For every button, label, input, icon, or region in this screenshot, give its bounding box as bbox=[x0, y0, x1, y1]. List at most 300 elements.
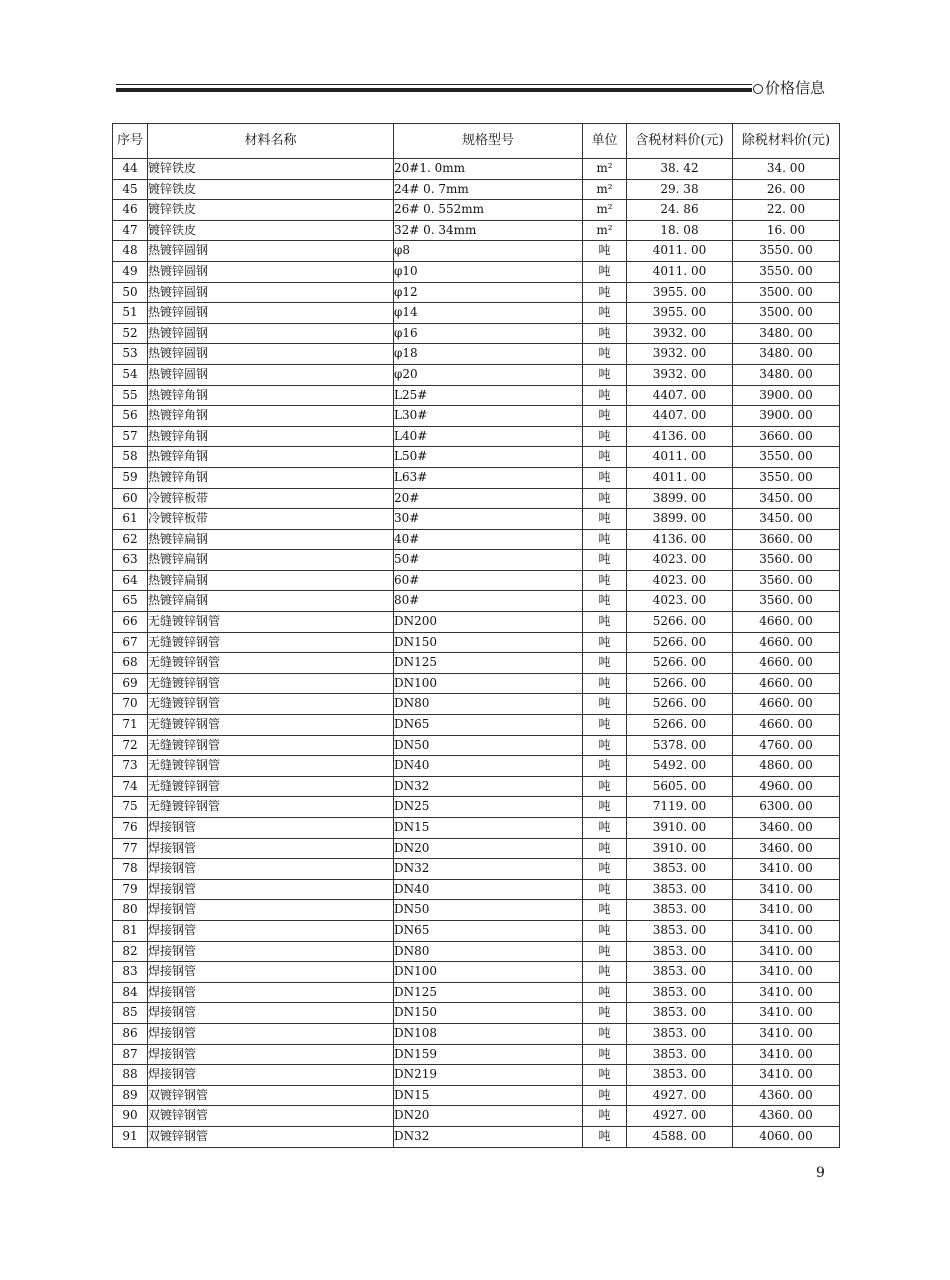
row-index: 65 bbox=[113, 591, 148, 612]
row-index: 75 bbox=[113, 797, 148, 818]
price-with-tax: 3910. 00 bbox=[627, 818, 733, 839]
row-index: 80 bbox=[113, 900, 148, 921]
row-index: 71 bbox=[113, 715, 148, 736]
price-with-tax: 29. 38 bbox=[627, 179, 733, 200]
material-name: 热镀锌圆钢 bbox=[148, 282, 394, 303]
table-row bbox=[113, 509, 840, 530]
spec-model: L25# bbox=[394, 385, 583, 406]
unit: 吨 bbox=[583, 570, 627, 591]
unit: 吨 bbox=[583, 694, 627, 715]
unit: 吨 bbox=[583, 406, 627, 427]
price-with-tax: 3899. 00 bbox=[627, 509, 733, 530]
price-with-tax: 4136. 00 bbox=[627, 426, 733, 447]
price-without-tax: 6300. 00 bbox=[733, 797, 840, 818]
price-without-tax: 34. 00 bbox=[733, 159, 840, 180]
row-index: 55 bbox=[113, 385, 148, 406]
unit: 吨 bbox=[583, 1065, 627, 1086]
row-index: 82 bbox=[113, 941, 148, 962]
price-without-tax: 3460. 00 bbox=[733, 818, 840, 839]
material-name: 焊接钢管 bbox=[148, 941, 394, 962]
table-row bbox=[113, 550, 840, 571]
row-index: 84 bbox=[113, 982, 148, 1003]
row-index: 61 bbox=[113, 509, 148, 530]
unit: 吨 bbox=[583, 241, 627, 262]
row-index: 83 bbox=[113, 962, 148, 983]
unit: 吨 bbox=[583, 920, 627, 941]
table-row bbox=[113, 591, 840, 612]
row-index: 70 bbox=[113, 694, 148, 715]
table-row bbox=[113, 385, 840, 406]
unit: 吨 bbox=[583, 529, 627, 550]
price-with-tax: 4407. 00 bbox=[627, 406, 733, 427]
material-name: 焊接钢管 bbox=[148, 1023, 394, 1044]
price-without-tax: 3410. 00 bbox=[733, 941, 840, 962]
table-row bbox=[113, 715, 840, 736]
row-index: 60 bbox=[113, 488, 148, 509]
table-row bbox=[113, 159, 840, 180]
price-without-tax: 3900. 00 bbox=[733, 385, 840, 406]
material-name: 无缝镀锌钢管 bbox=[148, 797, 394, 818]
unit: m² bbox=[583, 159, 627, 180]
table-row bbox=[113, 282, 840, 303]
material-name: 镀锌铁皮 bbox=[148, 200, 394, 221]
price-without-tax: 4860. 00 bbox=[733, 756, 840, 777]
price-without-tax: 3550. 00 bbox=[733, 467, 840, 488]
material-name: 焊接钢管 bbox=[148, 900, 394, 921]
material-name: 热镀锌扁钢 bbox=[148, 591, 394, 612]
unit: 吨 bbox=[583, 426, 627, 447]
spec-model: 24# 0. 7mm bbox=[394, 179, 583, 200]
price-without-tax: 3410. 00 bbox=[733, 1003, 840, 1024]
table-row bbox=[113, 612, 840, 633]
spec-model: φ10 bbox=[394, 261, 583, 282]
row-index: 62 bbox=[113, 529, 148, 550]
material-name: 无缝镀锌钢管 bbox=[148, 653, 394, 674]
price-with-tax: 4588. 00 bbox=[627, 1126, 733, 1147]
material-name: 热镀锌圆钢 bbox=[148, 323, 394, 344]
unit: m² bbox=[583, 220, 627, 241]
row-index: 87 bbox=[113, 1044, 148, 1065]
column-header-index: 序号 bbox=[113, 124, 148, 159]
unit: 吨 bbox=[583, 1126, 627, 1147]
price-without-tax: 3410. 00 bbox=[733, 962, 840, 983]
material-name: 无缝镀锌钢管 bbox=[148, 756, 394, 777]
material-name: 焊接钢管 bbox=[148, 982, 394, 1003]
row-index: 77 bbox=[113, 838, 148, 859]
material-name: 焊接钢管 bbox=[148, 859, 394, 880]
material-name: 热镀锌扁钢 bbox=[148, 529, 394, 550]
unit: 吨 bbox=[583, 591, 627, 612]
table-row bbox=[113, 1044, 840, 1065]
table-row bbox=[113, 488, 840, 509]
spec-model: DN50 bbox=[394, 900, 583, 921]
row-index: 57 bbox=[113, 426, 148, 447]
price-with-tax: 4023. 00 bbox=[627, 570, 733, 591]
spec-model: L50# bbox=[394, 447, 583, 468]
price-without-tax: 3550. 00 bbox=[733, 447, 840, 468]
unit: 吨 bbox=[583, 467, 627, 488]
header-rule-thick bbox=[116, 88, 752, 92]
spec-model: 50# bbox=[394, 550, 583, 571]
material-name: 无缝镀锌钢管 bbox=[148, 776, 394, 797]
unit: 吨 bbox=[583, 261, 627, 282]
price-with-tax: 5492. 00 bbox=[627, 756, 733, 777]
spec-model: φ18 bbox=[394, 344, 583, 365]
row-index: 63 bbox=[113, 550, 148, 571]
material-name: 焊接钢管 bbox=[148, 920, 394, 941]
price-with-tax: 5266. 00 bbox=[627, 673, 733, 694]
spec-model: DN40 bbox=[394, 879, 583, 900]
row-index: 91 bbox=[113, 1126, 148, 1147]
row-index: 44 bbox=[113, 159, 148, 180]
table-row bbox=[113, 694, 840, 715]
row-index: 48 bbox=[113, 241, 148, 262]
price-without-tax: 3460. 00 bbox=[733, 838, 840, 859]
price-without-tax: 3480. 00 bbox=[733, 364, 840, 385]
unit: 吨 bbox=[583, 879, 627, 900]
spec-model: 32# 0. 34mm bbox=[394, 220, 583, 241]
price-with-tax: 3910. 00 bbox=[627, 838, 733, 859]
unit: 吨 bbox=[583, 797, 627, 818]
material-name: 无缝镀锌钢管 bbox=[148, 632, 394, 653]
table-row bbox=[113, 261, 840, 282]
material-name: 热镀锌圆钢 bbox=[148, 303, 394, 324]
price-without-tax: 4760. 00 bbox=[733, 735, 840, 756]
column-header-price-with-tax: 含税材料价(元) bbox=[627, 124, 733, 159]
unit: 吨 bbox=[583, 612, 627, 633]
price-without-tax: 16. 00 bbox=[733, 220, 840, 241]
table-row bbox=[113, 467, 840, 488]
material-name: 镀锌铁皮 bbox=[148, 220, 394, 241]
row-index: 73 bbox=[113, 756, 148, 777]
row-index: 56 bbox=[113, 406, 148, 427]
table-row bbox=[113, 426, 840, 447]
section-title: 价格信息 bbox=[765, 79, 826, 97]
table-row bbox=[113, 344, 840, 365]
unit: 吨 bbox=[583, 859, 627, 880]
price-without-tax: 3410. 00 bbox=[733, 859, 840, 880]
table-row bbox=[113, 447, 840, 468]
table-row bbox=[113, 364, 840, 385]
price-with-tax: 3853. 00 bbox=[627, 1023, 733, 1044]
table-row bbox=[113, 900, 840, 921]
spec-model: 20# bbox=[394, 488, 583, 509]
spec-model: 20#1. 0mm bbox=[394, 159, 583, 180]
material-name: 镀锌铁皮 bbox=[148, 179, 394, 200]
material-name: 热镀锌圆钢 bbox=[148, 364, 394, 385]
price-with-tax: 5266. 00 bbox=[627, 612, 733, 633]
price-with-tax: 5266. 00 bbox=[627, 632, 733, 653]
material-name: 镀锌铁皮 bbox=[148, 159, 394, 180]
price-without-tax: 3410. 00 bbox=[733, 920, 840, 941]
price-without-tax: 3410. 00 bbox=[733, 1044, 840, 1065]
column-header-unit: 单位 bbox=[583, 124, 627, 159]
row-index: 90 bbox=[113, 1106, 148, 1127]
price-with-tax: 3955. 00 bbox=[627, 282, 733, 303]
spec-model: φ14 bbox=[394, 303, 583, 324]
row-index: 68 bbox=[113, 653, 148, 674]
price-without-tax: 4660. 00 bbox=[733, 694, 840, 715]
unit: 吨 bbox=[583, 941, 627, 962]
price-without-tax: 4060. 00 bbox=[733, 1126, 840, 1147]
price-with-tax: 3853. 00 bbox=[627, 982, 733, 1003]
material-name: 焊接钢管 bbox=[148, 962, 394, 983]
price-with-tax: 3853. 00 bbox=[627, 920, 733, 941]
price-without-tax: 4660. 00 bbox=[733, 715, 840, 736]
table-row bbox=[113, 200, 840, 221]
spec-model: 30# bbox=[394, 509, 583, 530]
price-with-tax: 4023. 00 bbox=[627, 550, 733, 571]
price-without-tax: 3410. 00 bbox=[733, 1065, 840, 1086]
price-with-tax: 3853. 00 bbox=[627, 859, 733, 880]
price-with-tax: 3899. 00 bbox=[627, 488, 733, 509]
unit: 吨 bbox=[583, 653, 627, 674]
price-without-tax: 3550. 00 bbox=[733, 241, 840, 262]
spec-model: DN219 bbox=[394, 1065, 583, 1086]
price-with-tax: 4011. 00 bbox=[627, 241, 733, 262]
material-name: 无缝镀锌钢管 bbox=[148, 715, 394, 736]
price-with-tax: 4011. 00 bbox=[627, 447, 733, 468]
unit: 吨 bbox=[583, 962, 627, 983]
table-row bbox=[113, 797, 840, 818]
table-row bbox=[113, 1106, 840, 1127]
material-name: 无缝镀锌钢管 bbox=[148, 694, 394, 715]
spec-model: DN15 bbox=[394, 818, 583, 839]
price-with-tax: 5605. 00 bbox=[627, 776, 733, 797]
table-row bbox=[113, 653, 840, 674]
price-without-tax: 3660. 00 bbox=[733, 529, 840, 550]
circle-icon bbox=[753, 84, 763, 94]
row-index: 74 bbox=[113, 776, 148, 797]
spec-model: DN159 bbox=[394, 1044, 583, 1065]
table-row bbox=[113, 941, 840, 962]
price-without-tax: 3410. 00 bbox=[733, 879, 840, 900]
price-with-tax: 3853. 00 bbox=[627, 1065, 733, 1086]
material-name: 双镀锌钢管 bbox=[148, 1085, 394, 1106]
spec-model: L30# bbox=[394, 406, 583, 427]
row-index: 72 bbox=[113, 735, 148, 756]
price-without-tax: 3450. 00 bbox=[733, 509, 840, 530]
spec-model: DN65 bbox=[394, 920, 583, 941]
price-without-tax: 4360. 00 bbox=[733, 1085, 840, 1106]
material-name: 冷镀锌板带 bbox=[148, 488, 394, 509]
material-name: 热镀锌角钢 bbox=[148, 385, 394, 406]
table-header-row bbox=[113, 124, 840, 159]
price-without-tax: 3500. 00 bbox=[733, 303, 840, 324]
table-row bbox=[113, 570, 840, 591]
material-name: 热镀锌扁钢 bbox=[148, 550, 394, 571]
spec-model: DN40 bbox=[394, 756, 583, 777]
price-without-tax: 3410. 00 bbox=[733, 900, 840, 921]
price-with-tax: 4407. 00 bbox=[627, 385, 733, 406]
row-index: 76 bbox=[113, 818, 148, 839]
price-without-tax: 3560. 00 bbox=[733, 591, 840, 612]
unit: 吨 bbox=[583, 1003, 627, 1024]
spec-model: DN150 bbox=[394, 1003, 583, 1024]
spec-model: 80# bbox=[394, 591, 583, 612]
row-index: 89 bbox=[113, 1085, 148, 1106]
material-name: 冷镀锌板带 bbox=[148, 509, 394, 530]
spec-model: DN100 bbox=[394, 673, 583, 694]
table-row bbox=[113, 1085, 840, 1106]
price-with-tax: 3932. 00 bbox=[627, 323, 733, 344]
spec-model: DN15 bbox=[394, 1085, 583, 1106]
unit: 吨 bbox=[583, 632, 627, 653]
unit: 吨 bbox=[583, 838, 627, 859]
price-with-tax: 3853. 00 bbox=[627, 900, 733, 921]
price-with-tax: 3932. 00 bbox=[627, 344, 733, 365]
material-name: 热镀锌圆钢 bbox=[148, 344, 394, 365]
spec-model: DN65 bbox=[394, 715, 583, 736]
price-without-tax: 3410. 00 bbox=[733, 1023, 840, 1044]
unit: 吨 bbox=[583, 735, 627, 756]
material-name: 双镀锌钢管 bbox=[148, 1126, 394, 1147]
unit: 吨 bbox=[583, 818, 627, 839]
price-without-tax: 4960. 00 bbox=[733, 776, 840, 797]
row-index: 69 bbox=[113, 673, 148, 694]
table-row bbox=[113, 879, 840, 900]
material-name: 焊接钢管 bbox=[148, 1044, 394, 1065]
header-rule-thin bbox=[116, 84, 752, 85]
unit: 吨 bbox=[583, 715, 627, 736]
row-index: 45 bbox=[113, 179, 148, 200]
row-index: 53 bbox=[113, 344, 148, 365]
price-without-tax: 4660. 00 bbox=[733, 612, 840, 633]
row-index: 52 bbox=[113, 323, 148, 344]
spec-model: L63# bbox=[394, 467, 583, 488]
spec-model: DN32 bbox=[394, 776, 583, 797]
material-name: 热镀锌角钢 bbox=[148, 447, 394, 468]
price-with-tax: 5378. 00 bbox=[627, 735, 733, 756]
table-row bbox=[113, 406, 840, 427]
table-row bbox=[113, 776, 840, 797]
material-name: 热镀锌角钢 bbox=[148, 406, 394, 427]
row-index: 47 bbox=[113, 220, 148, 241]
spec-model: DN20 bbox=[394, 1106, 583, 1127]
price-without-tax: 4360. 00 bbox=[733, 1106, 840, 1127]
unit: 吨 bbox=[583, 550, 627, 571]
spec-model: DN80 bbox=[394, 694, 583, 715]
spec-model: DN50 bbox=[394, 735, 583, 756]
unit: 吨 bbox=[583, 385, 627, 406]
row-index: 46 bbox=[113, 200, 148, 221]
material-name: 热镀锌扁钢 bbox=[148, 570, 394, 591]
row-index: 58 bbox=[113, 447, 148, 468]
price-without-tax: 3450. 00 bbox=[733, 488, 840, 509]
unit: 吨 bbox=[583, 1023, 627, 1044]
price-without-tax: 3480. 00 bbox=[733, 344, 840, 365]
unit: 吨 bbox=[583, 509, 627, 530]
price-without-tax: 3560. 00 bbox=[733, 550, 840, 571]
unit: 吨 bbox=[583, 776, 627, 797]
row-index: 78 bbox=[113, 859, 148, 880]
row-index: 59 bbox=[113, 467, 148, 488]
price-without-tax: 3560. 00 bbox=[733, 570, 840, 591]
page-number: 9 bbox=[816, 1165, 825, 1181]
table-row bbox=[113, 920, 840, 941]
unit: 吨 bbox=[583, 1044, 627, 1065]
unit: 吨 bbox=[583, 900, 627, 921]
material-name: 双镀锌钢管 bbox=[148, 1106, 394, 1127]
table-row bbox=[113, 220, 840, 241]
price-with-tax: 3853. 00 bbox=[627, 1044, 733, 1065]
table-row bbox=[113, 241, 840, 262]
table-row bbox=[113, 838, 840, 859]
price-without-tax: 26. 00 bbox=[733, 179, 840, 200]
spec-model: φ12 bbox=[394, 282, 583, 303]
table-row bbox=[113, 859, 840, 880]
unit: 吨 bbox=[583, 303, 627, 324]
table-body bbox=[113, 159, 840, 1148]
row-index: 51 bbox=[113, 303, 148, 324]
material-name: 热镀锌圆钢 bbox=[148, 241, 394, 262]
price-with-tax: 7119. 00 bbox=[627, 797, 733, 818]
price-without-tax: 4660. 00 bbox=[733, 653, 840, 674]
price-with-tax: 5266. 00 bbox=[627, 694, 733, 715]
table-row bbox=[113, 756, 840, 777]
spec-model: φ20 bbox=[394, 364, 583, 385]
row-index: 49 bbox=[113, 261, 148, 282]
unit: 吨 bbox=[583, 1106, 627, 1127]
price-with-tax: 18. 08 bbox=[627, 220, 733, 241]
spec-model: DN32 bbox=[394, 1126, 583, 1147]
table-row bbox=[113, 982, 840, 1003]
table-row bbox=[113, 529, 840, 550]
price-with-tax: 4927. 00 bbox=[627, 1106, 733, 1127]
price-with-tax: 5266. 00 bbox=[627, 653, 733, 674]
row-index: 50 bbox=[113, 282, 148, 303]
table-row bbox=[113, 735, 840, 756]
row-index: 81 bbox=[113, 920, 148, 941]
price-with-tax: 4023. 00 bbox=[627, 591, 733, 612]
price-with-tax: 3932. 00 bbox=[627, 364, 733, 385]
unit: 吨 bbox=[583, 673, 627, 694]
spec-model: DN108 bbox=[394, 1023, 583, 1044]
table-row bbox=[113, 1003, 840, 1024]
material-name: 焊接钢管 bbox=[148, 838, 394, 859]
table-row bbox=[113, 818, 840, 839]
price-with-tax: 4011. 00 bbox=[627, 261, 733, 282]
unit: 吨 bbox=[583, 282, 627, 303]
column-header-spec: 规格型号 bbox=[394, 124, 583, 159]
unit: 吨 bbox=[583, 488, 627, 509]
material-name: 焊接钢管 bbox=[148, 1065, 394, 1086]
table-row bbox=[113, 1126, 840, 1147]
table-row bbox=[113, 1023, 840, 1044]
spec-model: L40# bbox=[394, 426, 583, 447]
material-name: 热镀锌圆钢 bbox=[148, 261, 394, 282]
unit: 吨 bbox=[583, 323, 627, 344]
price-without-tax: 22. 00 bbox=[733, 200, 840, 221]
table-row bbox=[113, 323, 840, 344]
price-with-tax: 3853. 00 bbox=[627, 879, 733, 900]
price-without-tax: 3500. 00 bbox=[733, 282, 840, 303]
row-index: 66 bbox=[113, 612, 148, 633]
material-name: 无缝镀锌钢管 bbox=[148, 735, 394, 756]
price-without-tax: 3480. 00 bbox=[733, 323, 840, 344]
unit: 吨 bbox=[583, 364, 627, 385]
material-name: 无缝镀锌钢管 bbox=[148, 673, 394, 694]
price-with-tax: 4136. 00 bbox=[627, 529, 733, 550]
material-name: 无缝镀锌钢管 bbox=[148, 612, 394, 633]
material-name: 焊接钢管 bbox=[148, 818, 394, 839]
material-name: 焊接钢管 bbox=[148, 879, 394, 900]
price-without-tax: 3410. 00 bbox=[733, 982, 840, 1003]
row-index: 54 bbox=[113, 364, 148, 385]
price-table bbox=[112, 123, 840, 1148]
material-name: 热镀锌角钢 bbox=[148, 467, 394, 488]
unit: 吨 bbox=[583, 447, 627, 468]
